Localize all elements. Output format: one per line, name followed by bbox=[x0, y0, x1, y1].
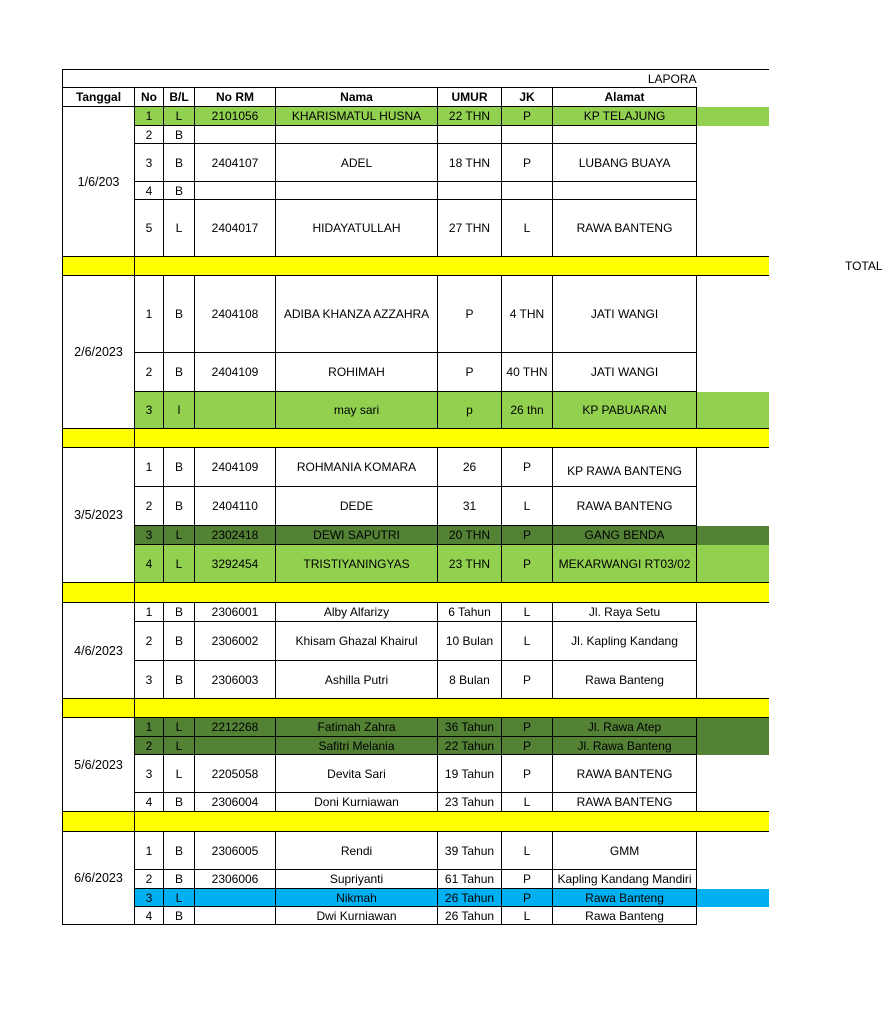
cell-rm bbox=[195, 737, 276, 755]
cell-no: 3 bbox=[135, 889, 164, 907]
cell-nama: Nikmah bbox=[276, 889, 438, 907]
cell-no: 4 bbox=[135, 907, 164, 925]
cell-umur: 36 Tahun bbox=[438, 718, 502, 737]
cell-rm: 2404108 bbox=[195, 276, 276, 353]
cell-nama: Dwi Kurniawan bbox=[276, 907, 438, 925]
cell-alamat: Jl. Raya Setu bbox=[553, 603, 697, 622]
cell-rm: 2404110 bbox=[195, 487, 276, 526]
cell-no: 1 bbox=[135, 107, 164, 126]
cell-alamat: RAWA BANTENG bbox=[553, 755, 697, 793]
cell-jk: 26 thn bbox=[502, 392, 553, 429]
date-cell: 1/6/203 bbox=[63, 107, 135, 257]
cell-no: 4 bbox=[135, 182, 164, 200]
table-row bbox=[63, 182, 769, 200]
table-row bbox=[63, 276, 769, 353]
cell-bl: L bbox=[164, 718, 195, 737]
cell-nama: ROHMANIA KOMARA bbox=[276, 448, 438, 487]
cell-bl: B bbox=[164, 487, 195, 526]
cell-no: 4 bbox=[135, 545, 164, 583]
cell-no: 1 bbox=[135, 718, 164, 737]
cell-alamat: Rawa Banteng bbox=[553, 661, 697, 699]
date-cell: 3/5/2023 bbox=[63, 448, 135, 583]
cell-nama: Safitri Melania bbox=[276, 737, 438, 755]
cell-jk: L bbox=[502, 832, 553, 870]
cell-jk: P bbox=[502, 755, 553, 793]
cell-nama: Supriyanti bbox=[276, 870, 438, 889]
header-tanggal: Tanggal bbox=[63, 88, 135, 107]
cell-alamat: KP TELAJUNG bbox=[553, 107, 697, 126]
cell-alamat: KP RAWA BANTENG bbox=[553, 448, 697, 487]
cell-umur: 27 THN bbox=[438, 200, 502, 257]
cell-alamat: LUBANG BUAYA bbox=[553, 144, 697, 182]
cell-rm: 2306002 bbox=[195, 622, 276, 661]
table-row bbox=[63, 832, 769, 870]
cell-alamat bbox=[553, 126, 697, 144]
header-nama: Nama bbox=[276, 88, 438, 107]
cell-bl: L bbox=[164, 737, 195, 755]
table-row bbox=[63, 907, 769, 925]
cell-alamat: GMM bbox=[553, 832, 697, 870]
header-row bbox=[63, 88, 769, 107]
cell-alamat: JATI WANGI bbox=[553, 276, 697, 353]
cell-no: 1 bbox=[135, 448, 164, 487]
total-row bbox=[63, 583, 769, 603]
table-row bbox=[63, 755, 769, 793]
cell-no: 2 bbox=[135, 353, 164, 392]
cell-rm: 2404109 bbox=[195, 353, 276, 392]
total-label: TOTAL bbox=[844, 259, 883, 273]
cell-rm bbox=[195, 889, 276, 907]
cell-umur: 31 bbox=[438, 487, 502, 526]
cell-no: 2 bbox=[135, 126, 164, 144]
cell-alamat: MEKARWANGI RT03/02 bbox=[553, 545, 697, 583]
cell-rm bbox=[195, 392, 276, 429]
cell-jk: P bbox=[502, 144, 553, 182]
cell-alamat: RAWA BANTENG bbox=[553, 487, 697, 526]
cell-umur: 20 THN bbox=[438, 526, 502, 545]
cell-umur: 22 Tahun bbox=[438, 737, 502, 755]
cell-bl: B bbox=[164, 832, 195, 870]
cell-umur: P bbox=[438, 353, 502, 392]
cell-umur: 23 Tahun bbox=[438, 793, 502, 812]
cell-no: 3 bbox=[135, 144, 164, 182]
cell-bl: B bbox=[164, 870, 195, 889]
cell-no: 4 bbox=[135, 793, 164, 812]
cell-nama: DEWI SAPUTRI bbox=[276, 526, 438, 545]
cell-no: 2 bbox=[135, 622, 164, 661]
cell-rm: 2306006 bbox=[195, 870, 276, 889]
cell-alamat: Rawa Banteng bbox=[553, 907, 697, 925]
cell-umur: 39 Tahun bbox=[438, 832, 502, 870]
table-row bbox=[63, 487, 769, 526]
cell-alamat: Jl. Kapling Kandang bbox=[553, 622, 697, 661]
cell-rm: 2306005 bbox=[195, 832, 276, 870]
date-cell: 5/6/2023 bbox=[63, 718, 135, 812]
cell-nama: Ashilla Putri bbox=[276, 661, 438, 699]
cell-umur bbox=[438, 126, 502, 144]
cell-alamat: Kapling Kandang Mandiri bbox=[553, 870, 697, 889]
table-row bbox=[63, 718, 769, 737]
cell-alamat: RAWA BANTENG bbox=[553, 793, 697, 812]
cell-no: 1 bbox=[135, 603, 164, 622]
cell-bl: B bbox=[164, 276, 195, 353]
table-row bbox=[63, 603, 769, 622]
cell-rm bbox=[195, 907, 276, 925]
cell-rm: 2404017 bbox=[195, 200, 276, 257]
cell-nama bbox=[276, 126, 438, 144]
cell-bl: B bbox=[164, 661, 195, 699]
report-table bbox=[62, 69, 883, 925]
cell-no: 1 bbox=[135, 832, 164, 870]
cell-jk: L bbox=[502, 487, 553, 526]
cell-alamat: RAWA BANTENG bbox=[553, 200, 697, 257]
cell-umur: 18 THN bbox=[438, 144, 502, 182]
cell-bl: B bbox=[164, 144, 195, 182]
cell-nama: KHARISMATUL HUSNA bbox=[276, 107, 438, 126]
cell-bl: L bbox=[164, 889, 195, 907]
cell-nama bbox=[276, 182, 438, 200]
cell-rm: 2306003 bbox=[195, 661, 276, 699]
cell-bl: L bbox=[164, 200, 195, 257]
header-umur: UMUR bbox=[438, 88, 502, 107]
cell-nama: Rendi bbox=[276, 832, 438, 870]
cell-umur: 61 Tahun bbox=[438, 870, 502, 889]
cell-umur: P bbox=[438, 276, 502, 353]
cell-nama: Alby Alfarizy bbox=[276, 603, 438, 622]
cell-rm: 2404109 bbox=[195, 448, 276, 487]
cell-rm: 2302418 bbox=[195, 526, 276, 545]
date-cell: 4/6/2023 bbox=[63, 603, 135, 699]
cell-umur: 23 THN bbox=[438, 545, 502, 583]
header-bl: B/L bbox=[164, 88, 195, 107]
cell-bl: B bbox=[164, 793, 195, 812]
cell-rm: 2306004 bbox=[195, 793, 276, 812]
cell-bl: B bbox=[164, 182, 195, 200]
cell-alamat: GANG BENDA bbox=[553, 526, 697, 545]
cell-nama: HIDAYATULLAH bbox=[276, 200, 438, 257]
table-row bbox=[63, 526, 769, 545]
report-title: LAPORA bbox=[63, 70, 697, 88]
cell-jk: P bbox=[502, 661, 553, 699]
date-cell: 6/6/2023 bbox=[63, 832, 135, 925]
cell-bl: l bbox=[164, 392, 195, 429]
cell-umur: 8 Bulan bbox=[438, 661, 502, 699]
total-row bbox=[63, 257, 769, 276]
table-row bbox=[63, 870, 769, 889]
cell-rm: 2404107 bbox=[195, 144, 276, 182]
table-row bbox=[63, 144, 769, 182]
table-row bbox=[63, 661, 769, 699]
cell-umur: 26 Tahun bbox=[438, 889, 502, 907]
cell-no: 3 bbox=[135, 526, 164, 545]
cell-bl: B bbox=[164, 907, 195, 925]
cell-no: 2 bbox=[135, 870, 164, 889]
header-no: No bbox=[135, 88, 164, 107]
table-row bbox=[63, 448, 769, 487]
cell-bl: L bbox=[164, 545, 195, 583]
cell-jk: P bbox=[502, 448, 553, 487]
cell-rm: 2205058 bbox=[195, 755, 276, 793]
cell-bl: L bbox=[164, 526, 195, 545]
cell-jk: P bbox=[502, 870, 553, 889]
cell-jk: L bbox=[502, 907, 553, 925]
table-row bbox=[63, 622, 769, 661]
cell-bl: B bbox=[164, 353, 195, 392]
cell-umur: 22 THN bbox=[438, 107, 502, 126]
table-row bbox=[63, 889, 769, 907]
cell-nama: Devita Sari bbox=[276, 755, 438, 793]
cell-alamat: KP PABUARAN bbox=[553, 392, 697, 429]
cell-alamat bbox=[553, 182, 697, 200]
cell-nama: Doni Kurniawan bbox=[276, 793, 438, 812]
cell-bl: B bbox=[164, 448, 195, 487]
cell-umur bbox=[438, 182, 502, 200]
header-alamat: Alamat bbox=[553, 88, 697, 107]
cell-rm: 3292454 bbox=[195, 545, 276, 583]
cell-alamat: Rawa Banteng bbox=[553, 889, 697, 907]
cell-jk: L bbox=[502, 793, 553, 812]
total-row bbox=[63, 812, 769, 832]
table-row bbox=[63, 126, 769, 144]
cell-jk: P bbox=[502, 545, 553, 583]
cell-no: 3 bbox=[135, 755, 164, 793]
cell-rm bbox=[195, 182, 276, 200]
cell-jk bbox=[502, 126, 553, 144]
cell-alamat: Jl. Rawa Atep bbox=[553, 718, 697, 737]
cell-rm: 2306001 bbox=[195, 603, 276, 622]
cell-jk: P bbox=[502, 737, 553, 755]
cell-jk: P bbox=[502, 889, 553, 907]
cell-jk: 40 THN bbox=[502, 353, 553, 392]
cell-nama: ADEL bbox=[276, 144, 438, 182]
cell-no: 1 bbox=[135, 276, 164, 353]
cell-jk: P bbox=[502, 526, 553, 545]
cell-no: 3 bbox=[135, 661, 164, 699]
header-no-rm: No RM bbox=[195, 88, 276, 107]
cell-bl: L bbox=[164, 107, 195, 126]
cell-jk bbox=[502, 182, 553, 200]
cell-nama: ADIBA KHANZA AZZAHRA bbox=[276, 276, 438, 353]
cell-bl: B bbox=[164, 622, 195, 661]
table-row bbox=[63, 392, 769, 429]
cell-rm: 2212268 bbox=[195, 718, 276, 737]
cell-no: 2 bbox=[135, 737, 164, 755]
cell-jk: 4 THN bbox=[502, 276, 553, 353]
cell-no: 3 bbox=[135, 392, 164, 429]
cell-nama: TRISTIYANINGYAS bbox=[276, 545, 438, 583]
cell-umur: 10 Bulan bbox=[438, 622, 502, 661]
cell-no: 5 bbox=[135, 200, 164, 257]
total-row bbox=[63, 699, 769, 718]
cell-rm: 2101056 bbox=[195, 107, 276, 126]
cell-nama: may sari bbox=[276, 392, 438, 429]
cell-jk: P bbox=[502, 107, 553, 126]
cell-nama: Fatimah Zahra bbox=[276, 718, 438, 737]
cell-jk: L bbox=[502, 200, 553, 257]
cell-umur: 26 Tahun bbox=[438, 907, 502, 925]
cell-nama: DEDE bbox=[276, 487, 438, 526]
report-title-row bbox=[63, 70, 769, 88]
cell-jk: L bbox=[502, 622, 553, 661]
date-cell: 2/6/2023 bbox=[63, 276, 135, 429]
cell-alamat: JATI WANGI bbox=[553, 353, 697, 392]
table-row bbox=[63, 200, 769, 257]
cell-umur: 6 Tahun bbox=[438, 603, 502, 622]
cell-alamat: Jl. Rawa Banteng bbox=[553, 737, 697, 755]
table-row bbox=[63, 545, 769, 583]
cell-jk: P bbox=[502, 718, 553, 737]
cell-nama: ROHIMAH bbox=[276, 353, 438, 392]
cell-rm bbox=[195, 126, 276, 144]
cell-bl: L bbox=[164, 755, 195, 793]
cell-umur: 19 Tahun bbox=[438, 755, 502, 793]
table-row bbox=[63, 793, 769, 812]
cell-bl: B bbox=[164, 603, 195, 622]
total-row bbox=[63, 429, 769, 448]
cell-umur: 26 bbox=[438, 448, 502, 487]
cell-no: 2 bbox=[135, 487, 164, 526]
table-row bbox=[63, 353, 769, 392]
cell-nama: Khisam Ghazal Khairul bbox=[276, 622, 438, 661]
cell-bl: B bbox=[164, 126, 195, 144]
cell-jk: L bbox=[502, 603, 553, 622]
table-row bbox=[63, 737, 769, 755]
header-jk: JK bbox=[502, 88, 553, 107]
cell-umur: p bbox=[438, 392, 502, 429]
table-row bbox=[63, 107, 769, 126]
